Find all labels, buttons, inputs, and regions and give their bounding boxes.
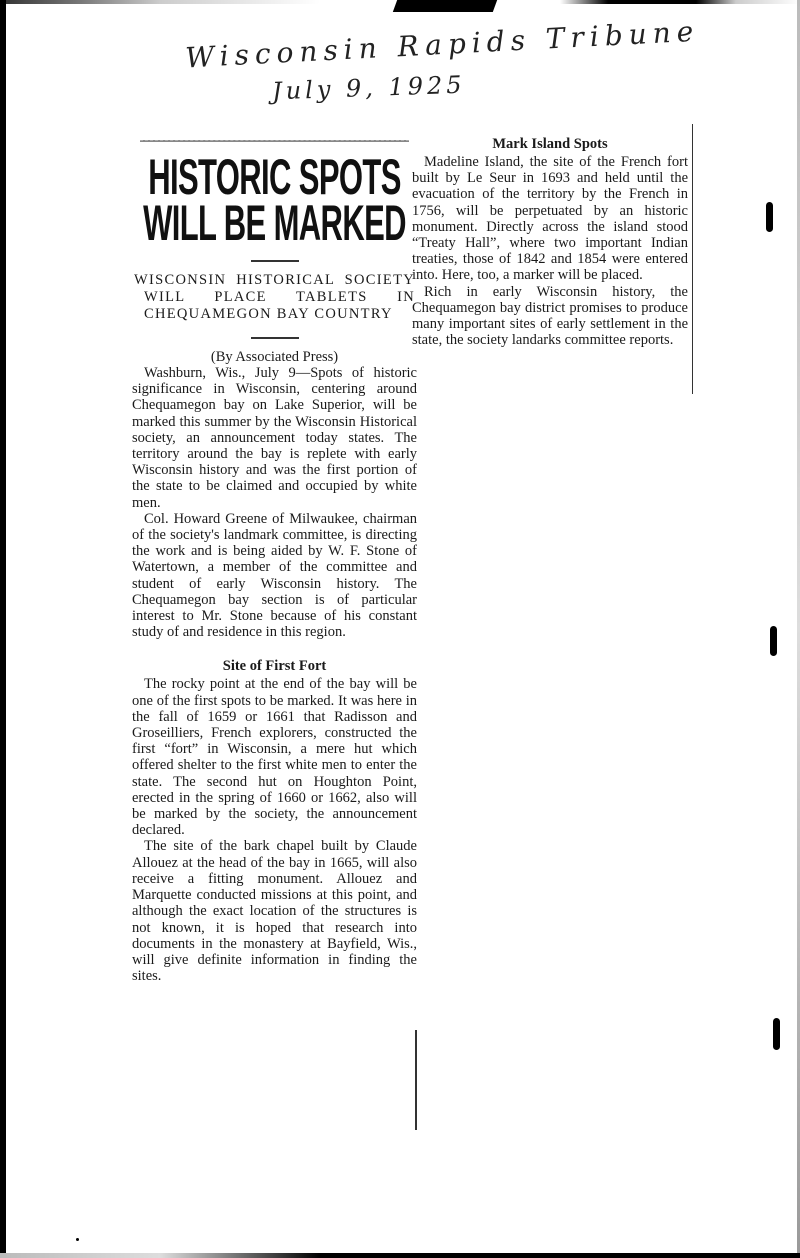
headline-line-1: HISTORIC SPOTS <box>148 149 401 205</box>
paragraph: Col. Howard Greene of Milwaukee, chairman of the society's landmark committee, is directing the work and is being aided by W. F. Stone of Watertown, a member of the committee and student of early Wisconsin history. The Chequamegon bay section is of particular interest to Mr. Stone because of his constant study of and residence in this region. <box>132 510 417 641</box>
handwritten-source: Wisconsin Rapids Tribune <box>184 14 701 75</box>
paragraph: Washburn, Wis., July 9—Spots of historic significance in Wisconsin, centering around Chequamegon bay on Lake Superior, will be marked this summer by the Wisconsin Historical society, an announcement today states. The territory around the bay is replete with early Wisconsin history and was the first portion of the state to be claimed and occupied by white men. <box>132 365 417 511</box>
subhead: Mark Island Spots <box>492 136 608 152</box>
paragraph: Madeline Island, the site of the French fort built by Le Seur in 1693 and held until the evacuation of the territory by the French in 1756, will be perpetuated by an historic monument. Directly across the island stood “Treaty Hall”, where two important Indian treaties, those of 1842 and 1854 were entered into. Here, too, a marker will be placed. <box>412 154 688 284</box>
headline <box>137 149 413 251</box>
deck: WISCONSIN HISTORICAL SOCIETY WILL PLACE TABLETS IN CHEQUAMEGON BAY COUNTRY <box>134 272 415 322</box>
headline-line-2: WILL BE MARKED <box>143 195 406 251</box>
paragraph: The site of the bark chapel built by Claude Allouez at the head of the bay in 1665, will also receive a fitting monument. Allouez and Marquette conducted missions at this point, and although the exact location of the structures is not known, it is hoped that research into documents in the monastery at Bayfield, Wis., will give definite information in finding the sites. <box>132 838 417 985</box>
paragraph: The rocky point at the end of the bay will be one of the first spots to be marked. It was here in the fall of 1659 or 1661 that Radisson and Groseilliers, French explorers, constructed the first “fort” in Wisconsin, a mere hut which offered shelter to the first white men to enter the state. The second hut on Houghton Point, erected in the spring of 1660 or 1662, also will be marked by the society, the announcement declared. <box>132 676 417 839</box>
scan-speck <box>76 1238 79 1241</box>
article-right-column <box>412 136 688 348</box>
binder-hole-mark <box>773 1018 780 1050</box>
byline: (By Associated Press) <box>210 349 339 365</box>
divider <box>251 337 299 339</box>
subhead: Site of First Fort <box>222 658 327 675</box>
handwritten-date: July 9, 1925 <box>271 70 466 106</box>
binder-hole-mark <box>766 202 773 232</box>
scan-border-left <box>0 0 6 1258</box>
column-rule <box>415 1030 417 1130</box>
top-rule <box>140 140 409 142</box>
scan-blot <box>393 0 497 12</box>
binder-hole-mark <box>770 626 777 656</box>
paragraph: Rich in early Wisconsin history, the Chequamegon bay district promises to produce many important sites of early settlement in the state, the society landarks committee reports. <box>412 283 688 349</box>
column-rule <box>692 124 693 394</box>
article-left-column <box>132 140 417 984</box>
divider <box>251 260 299 262</box>
scan-border-bottom <box>0 1253 800 1258</box>
